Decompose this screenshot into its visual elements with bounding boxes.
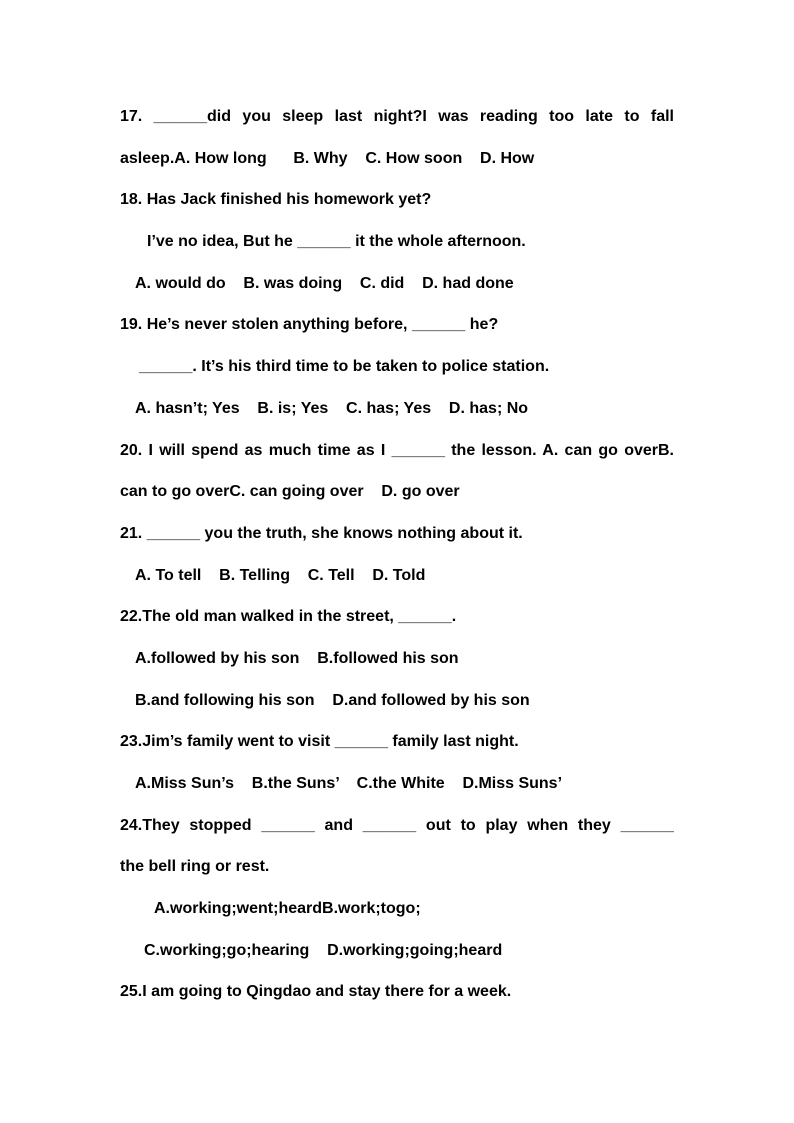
question-18-line-2: I’ve no idea, But he ______ it the whole afternoon. <box>147 233 526 251</box>
question-22-options-2: B.and following his son D.and followed by his son <box>135 691 530 709</box>
question-24-options-1: A.working;went;heardB.work;togo; <box>154 900 421 918</box>
question-24-line-1: 24.They stopped ______ and ______ out to play when they ______ <box>120 816 674 834</box>
question-24-options-2: C.working;go;hearing D.working;going;heard <box>144 941 503 959</box>
question-21-line-1: 21. ______ you the truth, she knows nothing about it. <box>120 524 523 542</box>
question-19-options: A. hasn’t; Yes B. is; Yes C. has; Yes D. has; No <box>135 399 529 417</box>
question-22-options-1: A.followed by his son B.followed his son <box>135 649 459 667</box>
question-22-line-1: 22.The old man walked in the street, ______. <box>120 608 457 626</box>
question-23-options: A.Miss Sun’s B.the Suns’ C.the White D.Miss Suns’ <box>135 775 563 792</box>
question-18-line-1: 18. Has Jack finished his homework yet? <box>120 191 432 209</box>
question-19-line-1: 19. He’s never stolen anything before, ______ he? <box>120 316 499 334</box>
question-17-options: asleep.A. How long B. Why C. How soon D. How <box>120 149 535 167</box>
question-24-line-2: the bell ring or rest. <box>120 858 270 876</box>
question-20-line-1: 20. I will spend as much time as I ______ the lesson. A. can go overB. <box>120 441 674 459</box>
question-17-line-1: 17. ______did you sleep last night?I was reading too late to fall <box>120 108 674 125</box>
question-20-options: can to go overC. can going over D. go over <box>120 483 460 501</box>
question-23-line-1: 23.Jim’s family went to visit ______ family last night. <box>120 733 519 751</box>
question-19-line-2: ______. It’s his third time to be taken to police station. <box>139 358 550 376</box>
question-25-line-1: 25.I am going to Qingdao and stay there for a week. <box>120 983 512 1001</box>
document-page <box>120 96 674 1013</box>
question-21-options: A. To tell B. Telling C. Tell D. Told <box>135 566 426 584</box>
question-18-options: A. would do B. was doing C. did D. had done <box>135 274 514 292</box>
